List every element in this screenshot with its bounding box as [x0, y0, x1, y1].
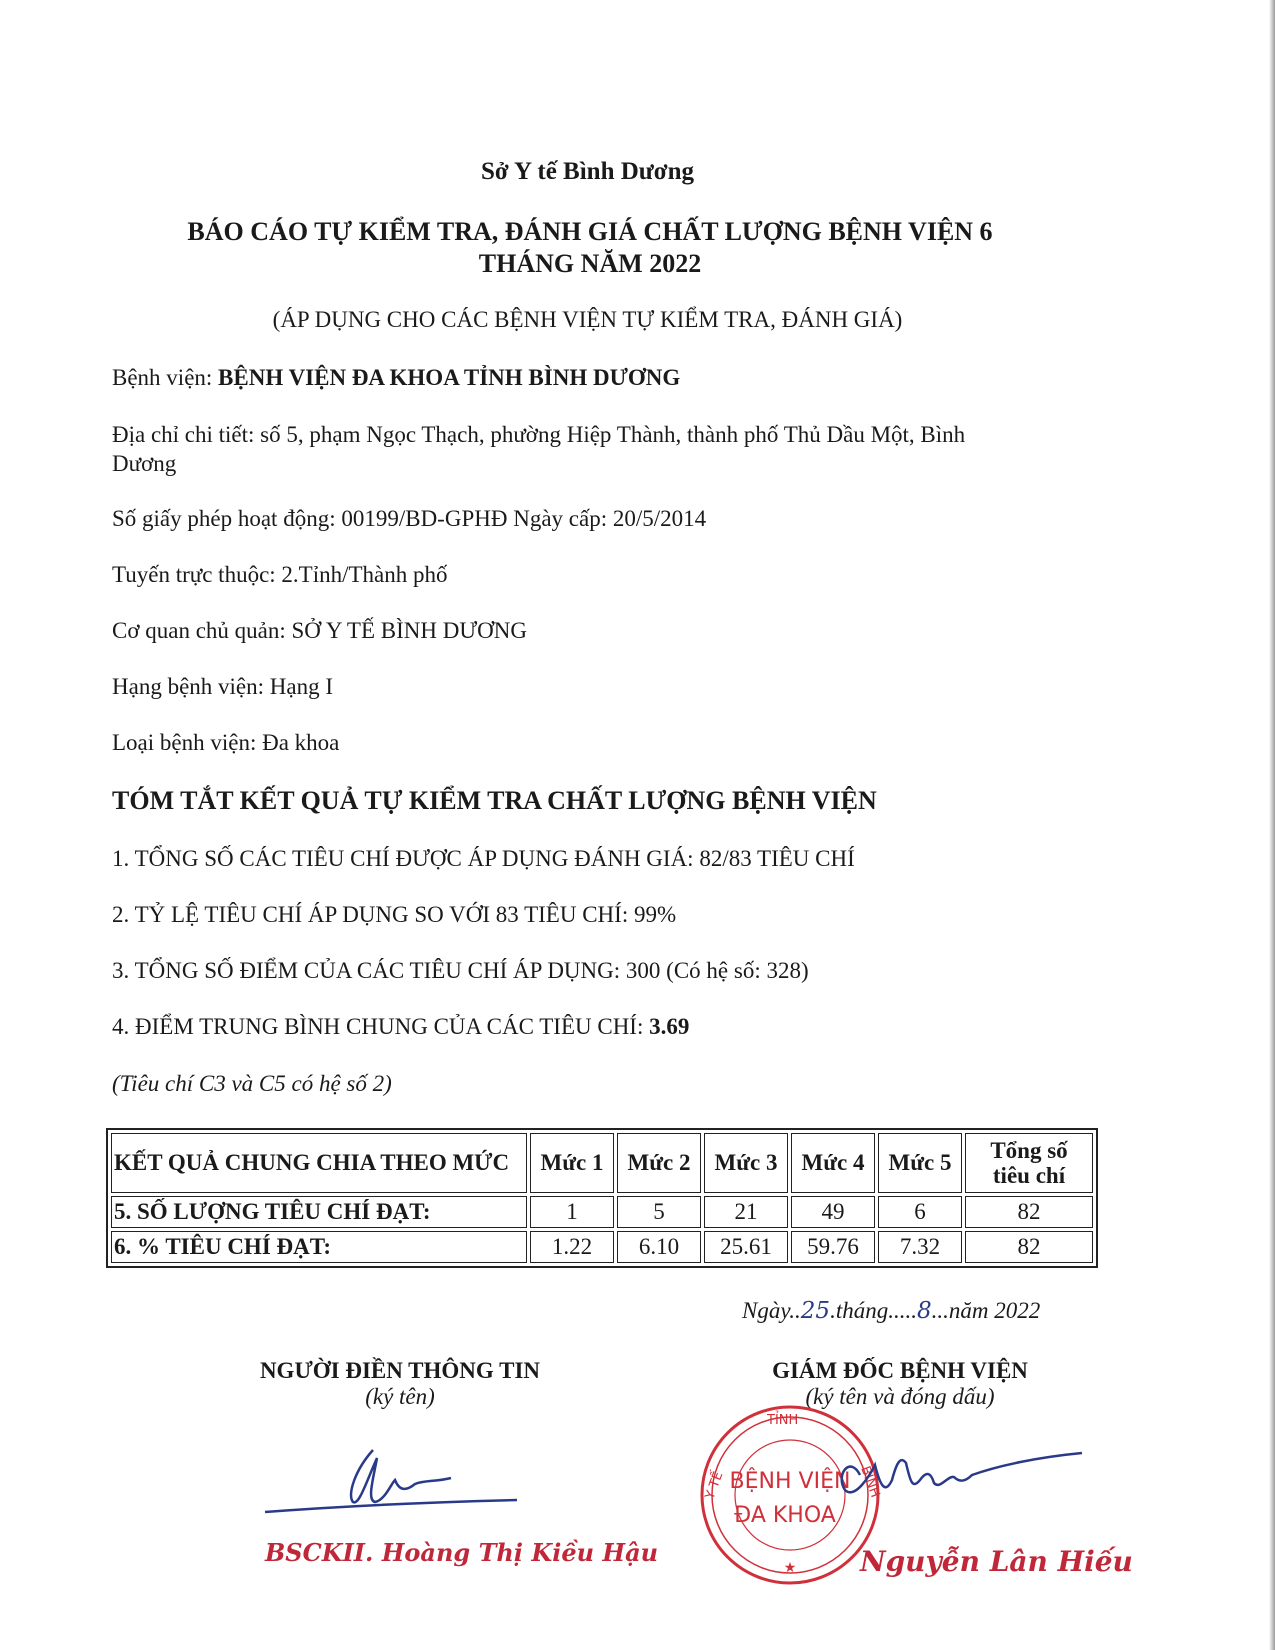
- address-line2: Dương: [112, 451, 177, 476]
- address-line1: Địa chỉ chi tiết: số 5, phạm Ngọc Thạch, phường Hiệp Thành, thành phố Thủ Dầu Một, Bình: [112, 422, 966, 447]
- table-cell: 82: [965, 1196, 1093, 1228]
- summary-note: (Tiêu chí C3 và C5 có hệ số 2): [112, 1071, 392, 1096]
- summary-item-3: 3. TỔNG SỐ ĐIỂM CỦA CÁC TIÊU CHÍ ÁP DỤNG: 300 (Có hệ số: 328): [112, 958, 809, 983]
- report-subtitle: (ÁP DỤNG CHO CÁC BỆNH VIỆN TỰ KIỂM TRA, ĐÁNH GIÁ): [272, 307, 903, 332]
- address-line: [112, 420, 965, 478]
- table-cell: 25.61: [704, 1231, 788, 1263]
- table-header-cell: Mức 4: [791, 1133, 875, 1193]
- table-header-label: KẾT QUẢ CHUNG CHIA THEO MỨC: [111, 1133, 527, 1193]
- date-day-handwritten: 25: [800, 1298, 831, 1324]
- type-line: Loại bệnh viện: Đa khoa: [112, 730, 340, 755]
- summary-item-2: 2. TỶ LỆ TIÊU CHÍ ÁP DỤNG SO VỚI 83 TIÊU CHÍ: 99%: [112, 902, 677, 927]
- hospital-line: [112, 365, 680, 391]
- table-cell: 82: [965, 1231, 1093, 1263]
- table-cell: 7.32: [878, 1231, 962, 1263]
- signing-date: [742, 1298, 1040, 1324]
- stamp-ring-top: TỈNH: [767, 1413, 799, 1428]
- stamp-line2: ĐA KHOA: [734, 1503, 836, 1528]
- summary-item-4-label: 4. ĐIỂM TRUNG BÌNH CHUNG CỦA CÁC TIÊU CHÍ:: [112, 1014, 650, 1039]
- table-row: [111, 1231, 1093, 1263]
- table-header-cell: Mức 2: [617, 1133, 701, 1193]
- date-prefix: Ngày..: [742, 1298, 801, 1323]
- rank-line: Hạng bệnh viện: Hạng I: [112, 674, 333, 699]
- agency-line: Cơ quan chủ quản: SỞ Y TẾ BÌNH DƯƠNG: [112, 618, 528, 643]
- table-cell: 6: [878, 1196, 962, 1228]
- signer-right-role: GIÁM ĐỐC BỆNH VIỆN: [772, 1358, 1028, 1383]
- table-header-total-line2: tiêu chí: [992, 1163, 1066, 1188]
- stamp-ring-left: Y TẾ: [702, 1469, 727, 1502]
- table-cell: 49: [791, 1196, 875, 1228]
- results-table: [106, 1128, 1098, 1268]
- hospital-value: BỆNH VIỆN ĐA KHOA TỈNH BÌNH DƯƠNG: [218, 365, 681, 390]
- table-cell: 1: [530, 1196, 614, 1228]
- stamp-ring-right: BÌNH: [857, 1464, 883, 1500]
- report-title-line2: THÁNG NĂM 2022: [478, 249, 702, 278]
- level-line: Tuyến trực thuộc: 2.Tỉnh/Thành phố: [112, 562, 448, 587]
- table-header-cell: Mức 1: [530, 1133, 614, 1193]
- signer-left-signature: [255, 1440, 535, 1520]
- summary-item-4: [112, 1014, 689, 1040]
- department-heading: Sở Y tế Bình Dương: [480, 158, 695, 185]
- stamp-star: ★: [783, 1560, 797, 1576]
- scan-edge-shadow: [1269, 0, 1275, 1650]
- signer-left-note: (ký tên): [365, 1384, 435, 1409]
- table-row-label: 5. SỐ LƯỢNG TIÊU CHÍ ĐẠT:: [111, 1196, 527, 1228]
- report-title-line1: BÁO CÁO TỰ KIỂM TRA, ĐÁNH GIÁ CHẤT LƯỢNG BỆNH VIỆN 6: [187, 217, 993, 246]
- table-header-total: [965, 1133, 1093, 1193]
- table-row: [111, 1196, 1093, 1228]
- table-header-total-line1: Tổng số: [990, 1138, 1068, 1163]
- signer-left-block: [220, 1358, 580, 1410]
- signer-right-note: (ký tên và đóng dấu): [805, 1384, 995, 1409]
- table-cell: 6.10: [617, 1231, 701, 1263]
- summary-item-4-value: 3.69: [649, 1014, 690, 1039]
- signer-left-role: NGƯỜI ĐIỀN THÔNG TIN: [259, 1358, 541, 1383]
- stamp-line1: BỆNH VIỆN: [729, 1469, 851, 1494]
- table-row-label: 6. % TIÊU CHÍ ĐẠT:: [111, 1231, 527, 1263]
- date-suffix: ...năm 2022: [931, 1298, 1041, 1323]
- signer-left-name: BSCKII. Hoàng Thị Kiều Hậu: [265, 1538, 659, 1567]
- table-cell: 5: [617, 1196, 701, 1228]
- signer-right-name: Nguyễn Lân Hiếu: [860, 1545, 1133, 1578]
- report-title: [150, 216, 1030, 280]
- signer-right-signature: [830, 1435, 1090, 1515]
- table-cell: 21: [704, 1196, 788, 1228]
- license-line: Số giấy phép hoạt động: 00199/BD-GPHĐ Ngày cấp: 20/5/2014: [112, 506, 707, 531]
- table-cell: 1.22: [530, 1231, 614, 1263]
- table-header-row: [111, 1133, 1093, 1193]
- date-month-handwritten: 8: [916, 1298, 932, 1324]
- date-mid: .tháng.....: [830, 1298, 917, 1323]
- hospital-label: Bệnh viện:: [112, 365, 219, 390]
- summary-heading: TÓM TẮT KẾT QUẢ TỰ KIỂM TRA CHẤT LƯỢNG BỆNH VIỆN: [112, 786, 877, 815]
- table-cell: 59.76: [791, 1231, 875, 1263]
- table-header-cell: Mức 3: [704, 1133, 788, 1193]
- table-header-cell: Mức 5: [878, 1133, 962, 1193]
- summary-item-1: 1. TỔNG SỐ CÁC TIÊU CHÍ ĐƯỢC ÁP DỤNG ĐÁNH GIÁ: 82/83 TIÊU CHÍ: [112, 846, 855, 871]
